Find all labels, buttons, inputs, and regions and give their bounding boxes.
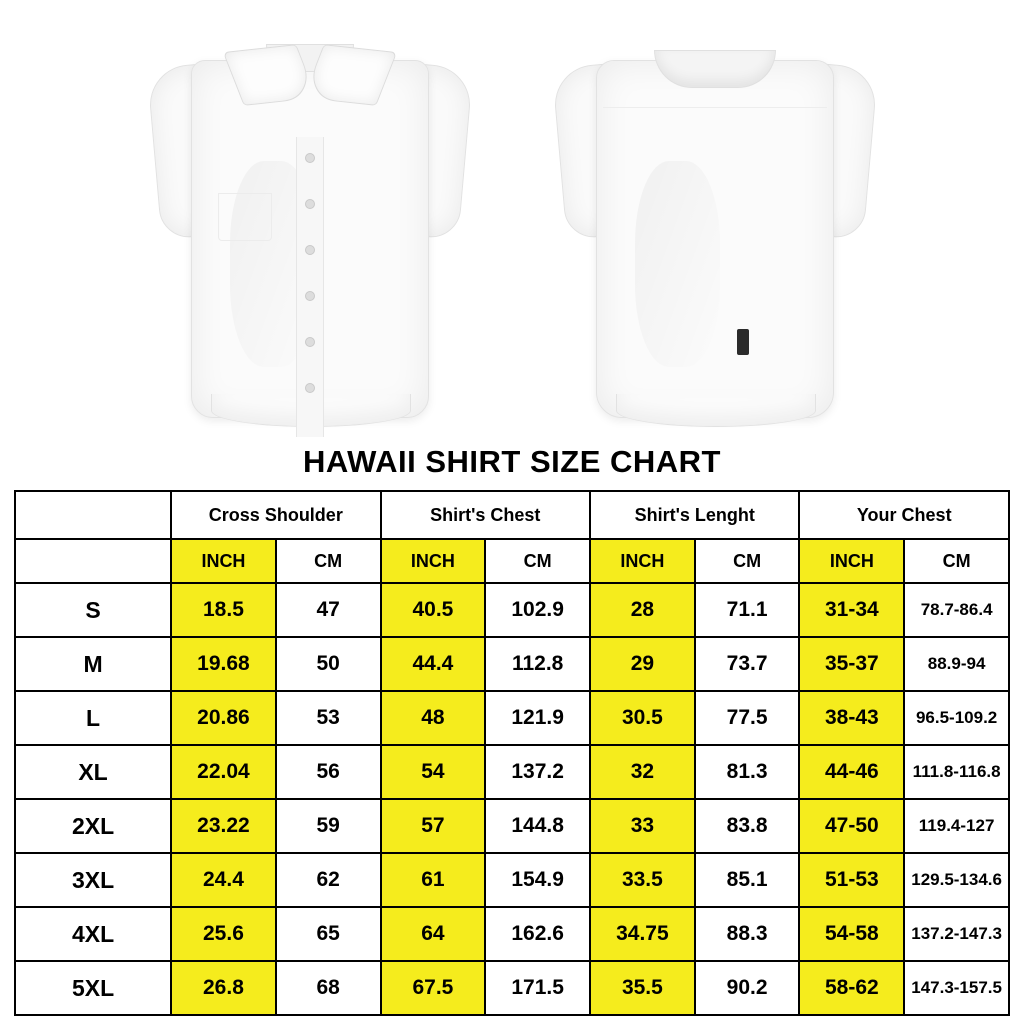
cell-your-chest-cm: 111.8-116.8 — [904, 745, 1009, 799]
shirt-button — [305, 337, 315, 347]
cell-cross-shoulder-inch: 18.5 — [171, 583, 276, 637]
button-placket — [296, 137, 324, 437]
unit-cm-shirts-length: CM — [695, 539, 800, 583]
cell-your-chest-inch: 51-53 — [799, 853, 904, 907]
page-title: HAWAII SHIRT SIZE CHART — [303, 444, 721, 479]
cell-your-chest-inch: 31-34 — [799, 583, 904, 637]
cell-your-chest-cm: 96.5-109.2 — [904, 691, 1009, 745]
cell-your-chest-cm: 129.5-134.6 — [904, 853, 1009, 907]
cell-chest-inch: 57 — [381, 799, 486, 853]
cell-chest-inch: 44.4 — [381, 637, 486, 691]
shirt-button — [305, 153, 315, 163]
cell-chest-cm: 102.9 — [485, 583, 590, 637]
cell-chest-inch: 61 — [381, 853, 486, 907]
size-chart-table — [14, 490, 1010, 1016]
cell-chest-inch: 67.5 — [381, 961, 486, 1015]
cell-cross-shoulder-inch: 23.22 — [171, 799, 276, 853]
cell-length-inch: 32 — [590, 745, 695, 799]
shirt-button — [305, 199, 315, 209]
size-label: 5XL — [15, 961, 171, 1015]
size-label: S — [15, 583, 171, 637]
cell-your-chest-inch: 38-43 — [799, 691, 904, 745]
cell-chest-inch: 54 — [381, 745, 486, 799]
size-label: XL — [15, 745, 171, 799]
unit-inch-cross-shoulder: INCH — [171, 539, 276, 583]
cell-chest-cm: 112.8 — [485, 637, 590, 691]
unit-cm-shirts-chest: CM — [485, 539, 590, 583]
unit-cm-your-chest: CM — [904, 539, 1009, 583]
cell-chest-cm: 137.2 — [485, 745, 590, 799]
cell-your-chest-cm: 119.4-127 — [904, 799, 1009, 853]
table-body — [15, 583, 1009, 1015]
cell-length-cm: 85.1 — [695, 853, 800, 907]
cell-chest-cm: 121.9 — [485, 691, 590, 745]
shirt-button — [305, 245, 315, 255]
header-your-chest: Your Chest — [799, 491, 1009, 539]
table-row — [15, 799, 1009, 853]
header-shirts-chest: Shirt's Chest — [381, 491, 590, 539]
cell-cross-shoulder-cm: 56 — [276, 745, 381, 799]
cell-chest-cm: 171.5 — [485, 961, 590, 1015]
cell-cross-shoulder-inch: 22.04 — [171, 745, 276, 799]
cell-your-chest-inch: 58-62 — [799, 961, 904, 1015]
table-row — [15, 961, 1009, 1015]
cell-your-chest-inch: 54-58 — [799, 907, 904, 961]
back-collar — [654, 50, 776, 88]
cell-length-inch: 29 — [590, 637, 695, 691]
cell-chest-cm: 144.8 — [485, 799, 590, 853]
hem-tag — [737, 329, 749, 355]
table-row — [15, 907, 1009, 961]
cell-chest-inch: 64 — [381, 907, 486, 961]
cell-your-chest-cm: 78.7-86.4 — [904, 583, 1009, 637]
unit-inch-your-chest: INCH — [799, 539, 904, 583]
cell-cross-shoulder-inch: 26.8 — [171, 961, 276, 1015]
header-cross-shoulder: Cross Shoulder — [171, 491, 380, 539]
cell-cross-shoulder-inch: 25.6 — [171, 907, 276, 961]
cell-chest-cm: 162.6 — [485, 907, 590, 961]
group-header-row — [15, 491, 1009, 539]
cell-length-cm: 90.2 — [695, 961, 800, 1015]
shirt-button — [305, 291, 315, 301]
cell-length-cm: 73.7 — [695, 637, 800, 691]
unit-header-row — [15, 539, 1009, 583]
table-row — [15, 637, 1009, 691]
size-table-wrapper — [0, 490, 1024, 1016]
front-body — [191, 60, 429, 418]
unit-corner — [15, 539, 171, 583]
shirt-illustrations — [0, 0, 1024, 440]
cell-chest-cm: 154.9 — [485, 853, 590, 907]
back-hem — [616, 394, 816, 427]
cell-length-inch: 35.5 — [590, 961, 695, 1015]
unit-cm-cross-shoulder: CM — [276, 539, 381, 583]
cell-your-chest-cm: 88.9-94 — [904, 637, 1009, 691]
cell-your-chest-inch: 47-50 — [799, 799, 904, 853]
cell-cross-shoulder-cm: 47 — [276, 583, 381, 637]
cell-cross-shoulder-inch: 19.68 — [171, 637, 276, 691]
size-label: L — [15, 691, 171, 745]
cell-length-inch: 34.75 — [590, 907, 695, 961]
cell-length-inch: 28 — [590, 583, 695, 637]
size-label: M — [15, 637, 171, 691]
cell-cross-shoulder-inch: 20.86 — [171, 691, 276, 745]
cell-cross-shoulder-cm: 62 — [276, 853, 381, 907]
cell-length-cm: 88.3 — [695, 907, 800, 961]
cell-chest-inch: 48 — [381, 691, 486, 745]
cell-length-inch: 33.5 — [590, 853, 695, 907]
back-body — [596, 60, 834, 418]
cell-length-cm: 71.1 — [695, 583, 800, 637]
table-head — [15, 491, 1009, 583]
size-label: 3XL — [15, 853, 171, 907]
cell-cross-shoulder-cm: 50 — [276, 637, 381, 691]
cell-length-inch: 33 — [590, 799, 695, 853]
shirt-button — [305, 383, 315, 393]
cell-length-cm: 83.8 — [695, 799, 800, 853]
shirt-back-view — [545, 8, 885, 428]
unit-inch-shirts-length: INCH — [590, 539, 695, 583]
unit-inch-shirts-chest: INCH — [381, 539, 486, 583]
table-row — [15, 583, 1009, 637]
cell-cross-shoulder-inch: 24.4 — [171, 853, 276, 907]
cell-cross-shoulder-cm: 68 — [276, 961, 381, 1015]
shirt-front-view — [140, 8, 480, 428]
cell-your-chest-inch: 35-37 — [799, 637, 904, 691]
header-corner — [15, 491, 171, 539]
cell-cross-shoulder-cm: 65 — [276, 907, 381, 961]
header-shirts-length: Shirt's Lenght — [590, 491, 799, 539]
cell-cross-shoulder-cm: 59 — [276, 799, 381, 853]
chest-pocket — [218, 193, 272, 241]
table-row — [15, 745, 1009, 799]
cell-length-cm: 81.3 — [695, 745, 800, 799]
cell-length-cm: 77.5 — [695, 691, 800, 745]
size-label: 2XL — [15, 799, 171, 853]
cell-cross-shoulder-cm: 53 — [276, 691, 381, 745]
table-row — [15, 691, 1009, 745]
cell-length-inch: 30.5 — [590, 691, 695, 745]
cell-your-chest-cm: 137.2-147.3 — [904, 907, 1009, 961]
back-shading — [635, 161, 720, 367]
size-label: 4XL — [15, 907, 171, 961]
cell-your-chest-inch: 44-46 — [799, 745, 904, 799]
back-yoke-seam — [603, 107, 827, 108]
cell-your-chest-cm: 147.3-157.5 — [904, 961, 1009, 1015]
cell-chest-inch: 40.5 — [381, 583, 486, 637]
table-row — [15, 853, 1009, 907]
